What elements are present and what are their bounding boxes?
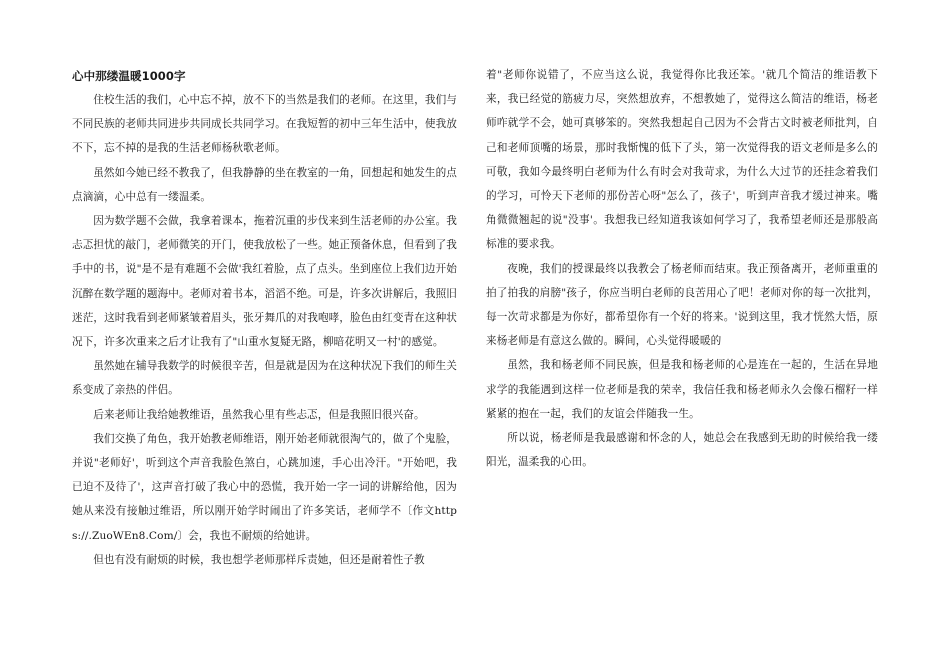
paragraph: 虽然她在辅导我数学的时候很辛苦，但是就是因为在这种状况下我们的师生关系变成了亲热的伴侣。 <box>72 360 457 397</box>
right-column <box>486 63 878 474</box>
paragraph: 所以说，杨老师是我最感谢和怀念的人，她总会在我感到无助的时候给我一缕阳光，温柔我的心田。 <box>486 432 878 469</box>
paragraph: 虽然如今她已经不教我了，但我静静的坐在教室的一角，回想起和她发生的点点滴滴，心中总有一缕温柔。 <box>72 166 457 203</box>
paragraph: 夜晚，我们的授课最终以我教会了杨老师而结束。我正预备离开，老师重重的拍了拍我的肩膀"孩子，你应当明白老师的良苦用心了吧！老师对你的每一次批判，每一次苛求都是为你好，都希望你有一个好的将来。'说到这里，我才恍然大悟，原来杨老师是有意这么做的。瞬间，心头觉得暖暖的 <box>486 262 878 348</box>
paragraph: 我们交换了角色，我开始教老师维语，刚开始老师就很淘气的，做了个鬼脸，并说"老师好'，听到这个声音我脸色煞白，心跳加速，手心出冷汗。"开始吧，我已迫不及待了'，这声音打破了我心中的恐慌，我开始一字一词的讲解给他，因为她从来没有接触过维语，所以刚开始学时闹出了许多笑话，老师学不〔作文https://.ZuoWEn8.Com/〕会，我也不耐烦的给她讲。 <box>72 432 457 542</box>
paragraph: 虽然，我和杨老师不同民族，但是我和杨老师的心是连在一起的，生活在异地求学的我能遇到这样一位老师是我的荣幸，我信任我和杨老师永久会像石榴籽一样紧紧的抱在一起，我们的友谊会伴随我一生。 <box>486 359 878 420</box>
paragraph: 因为数学题不会做，我拿着课本，拖着沉重的步伐来到生活老师的办公室。我忐忑担忧的敲门，老师微笑的开门，使我放松了一些。她正预备休息，但看到了我手中的书，说"是不是有难题不会做'我红着脸，点了点头。坐到座位上我们边开始沉醉在数学题的题海中。老师对着书本，滔滔不绝。可是，许多次讲解后，我照旧迷茫，这时我看到老师紧皱着眉头，张牙舞爪的对我咆哮，脸色由红变青在这种状况下，许多次重来之后才让我有了"山重水复疑无路，柳暗花明又一村'的感觉。 <box>72 215 457 349</box>
paragraph: 住校生活的我们，心中忘不掉，放不下的当然是我们的老师。在这里，我们与不同民族的老师共同进步共同成长共同学习。在我短暂的初中三年生活中，使我放不下，忘不掉的是我的生活老师杨秋歌老师。 <box>72 94 457 155</box>
paragraph: 后来老师让我给她教维语，虽然我心里有些忐忑，但是我照旧很兴奋。 <box>93 408 425 421</box>
paragraph: 但也有没有耐烦的时候，我也想学老师那样斥责她，但还是耐着性子教 <box>93 553 425 566</box>
document-title: 心中那缕温暖1000字 <box>72 69 186 83</box>
left-column <box>72 64 457 572</box>
paragraph-continuation: 着"老师你说错了，不应当这么说，我觉得你比我还笨。'就几个简洁的维语教下来，我已经觉的筋疲力尽，突然想放弃，不想教她了，觉得这么简洁的维语，杨老师咋就学不会，她可真够笨的。突然我想起自己因为不会背古文时被老师批判，自己和老师顶嘴的场景，那时我惭愧的低下了头，第一次觉得我的语文老师是多么的可敬，我如今最终明白老师为什么有时会对我苛求，为什么大过节的还挂念着我们的学习，可怜天下老师的那份苦心呀"怎么了，孩子'，听到声音我才缓过神来。嘴角微微翘起的说"没事'。我想我已经知道我该如何学习了，我希望老师还是那般高标准的要求我。 <box>486 69 878 251</box>
